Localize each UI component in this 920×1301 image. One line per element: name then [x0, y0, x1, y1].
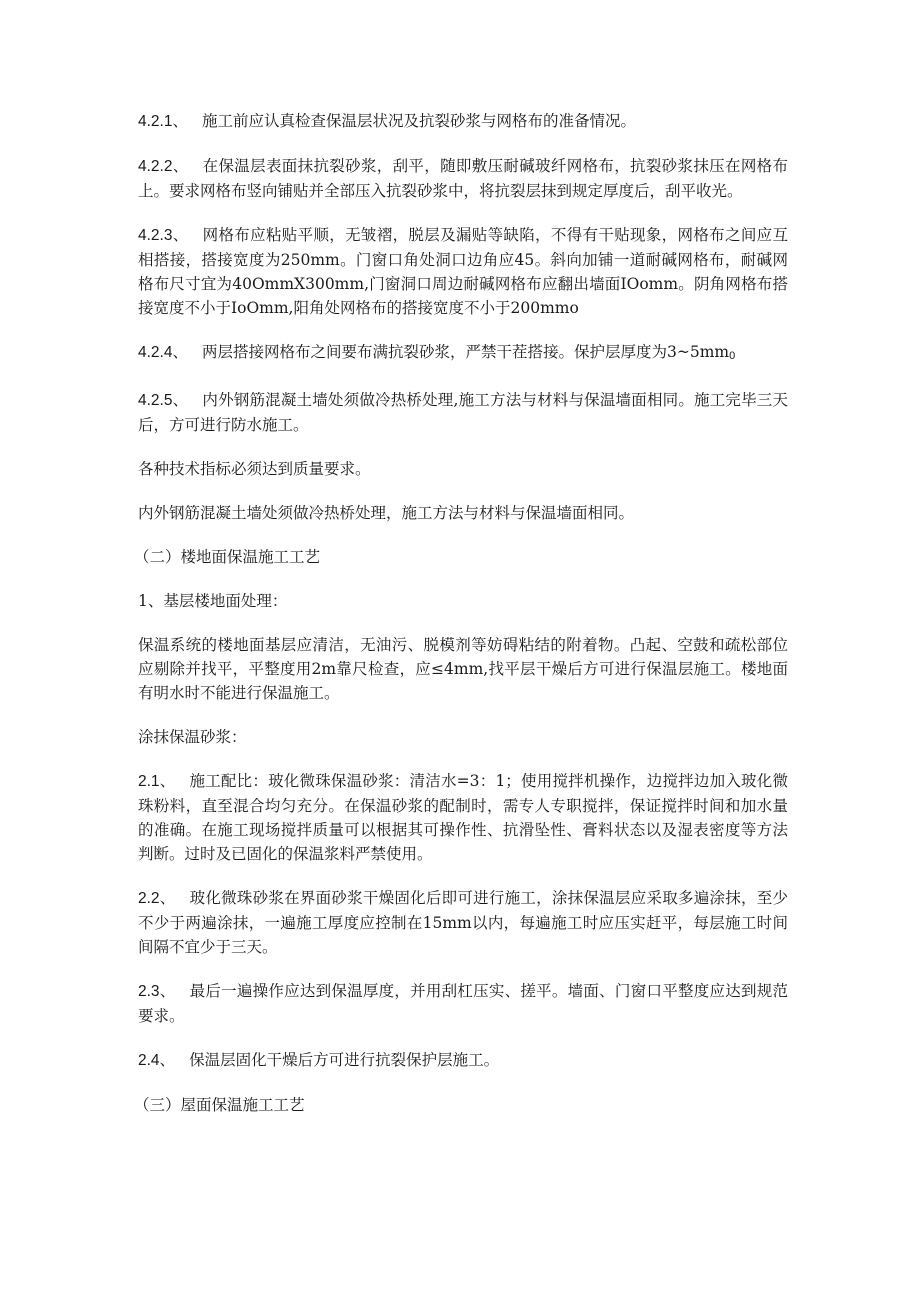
paragraph-2-4	[138, 1048, 788, 1073]
paragraph-text: 玻化微珠砂浆在界面砂浆干燥固化后即可进行施工，涂抹保温层应采取多遍涂抹，至少不少于两遍涂抹，一遍施工厚度应控制在15mm以内，每遍施工时应压实赶平，每层施工时间间隔不宜少于三天。	[138, 889, 788, 956]
paragraph-text: 两层搭接网格布之间要布满抗裂砂浆，严禁干茬搭接。保护层厚度为3~5mm	[201, 343, 730, 361]
section-heading-roof-insulation	[134, 1093, 788, 1117]
subscript-mark: 0	[729, 350, 736, 362]
paragraph-4-2-3	[138, 223, 788, 320]
paragraph-text: 内外钢筋混凝土墙处须做冷热桥处理，施工方法与材料与保温墙面相同。	[138, 504, 635, 522]
paragraph-4-2-4	[138, 340, 788, 368]
paragraph-text: 保温层固化干燥后方可进行抗裂保护层施工。	[189, 1051, 500, 1069]
clause-number: 2.1、	[138, 773, 176, 790]
clause-number: 4.2.1、	[138, 113, 188, 130]
document-body	[134, 109, 788, 1137]
paragraph-text: 涂抹保温砂浆：	[138, 728, 247, 746]
subheading-mortar-application	[138, 725, 788, 749]
paragraph-text: 保温系统的楼地面基层应清洁，无油污、脱模剂等妨碍粘结的附着物。凸起、空鼓和疏松部位应剔除并找平，平整度用2m靠尺检查，应≤4mm,找平层干燥后方可进行保温层施工。楼地面有明水时不能进行保温施工。	[138, 636, 788, 702]
paragraph-text: 施工前应认真检查保温层状况及抗裂砂浆与网格布的准备情况。	[201, 112, 636, 130]
paragraph-quality-requirement	[138, 457, 788, 481]
paragraph-text: 内外钢筋混凝土墙处须做冷热桥处理,施工方法与材料与保温墙面相同。施工完毕三天后，方可进行防水施工。	[138, 391, 788, 434]
paragraph-2-3	[138, 979, 788, 1028]
clause-number: 2.2、	[138, 890, 176, 907]
section-heading-floor-insulation	[134, 545, 788, 569]
clause-number: 4.2.4、	[138, 344, 188, 361]
paragraph-text: 在保温层表面抹抗裂砂浆，刮平，随即敷压耐碱玻纤网格布，抗裂砂浆抹压在网格布上。要求网格布竖向铺贴并全部压入抗裂砂浆中，将抗裂层抹到规定厚度后，刮平收光。	[138, 157, 788, 200]
paragraph-2-2	[138, 886, 788, 959]
clause-number: 4.2.3、	[138, 227, 189, 244]
paragraph-text: 最后一遍操作应达到保温厚度，并用刮杠压实、搓平。墙面、门窗口平整度应达到规范要求。	[138, 982, 788, 1025]
paragraph-text: 网格布应粘贴平顺，无皱褶，脱层及漏贴等缺陷，不得有干贴现象，网格布之间应互相搭接，搭接宽度为250mm。门窗口角处洞口边角应45。斜向加铺一道耐碱网格布，耐碱网格布尺寸宜为40OmmX300mm,门窗洞口周边耐碱网格布应翻出墙面IOomm。阴角网格布搭接宽度不小于IoOmm,阳角处网格布的搭接宽度不小于200mmo	[138, 226, 788, 317]
clause-number: 2.4、	[138, 1052, 176, 1069]
heading-text: （二）楼地面保温施工工艺	[134, 548, 321, 566]
paragraph-4-2-1	[138, 109, 788, 134]
paragraph-thermal-bridge	[138, 501, 788, 525]
clause-number: 2.3、	[138, 983, 176, 1000]
paragraph-text: 施工配比：玻化微珠保温砂浆：清洁水=3：1；使用搅拌机操作，边搅拌边加入玻化微珠粉料，直至混合均匀充分。在保温砂浆的配制时，需专人专职搅拌，保证搅拌时间和加水量的准确。在施工现场搅拌质量可以根据其可操作性、抗滑坠性、膏料状态以及湿表密度等方法判断。过时及已固化的保温浆料严禁使用。	[138, 772, 788, 863]
paragraph-4-2-2	[138, 154, 788, 203]
paragraph-text: 各种技术指标必须达到质量要求。	[138, 460, 371, 478]
paragraph-4-2-5	[138, 388, 788, 437]
paragraph-base-requirements	[138, 633, 788, 705]
paragraph-2-1	[138, 769, 788, 866]
clause-number: 4.2.5、	[138, 392, 189, 409]
heading-text: （三）屋面保温施工工艺	[134, 1096, 305, 1114]
clause-number: 4.2.2、	[138, 158, 189, 175]
subheading-base-floor	[138, 589, 788, 613]
paragraph-text: 1、基层楼地面处理：	[138, 592, 288, 610]
